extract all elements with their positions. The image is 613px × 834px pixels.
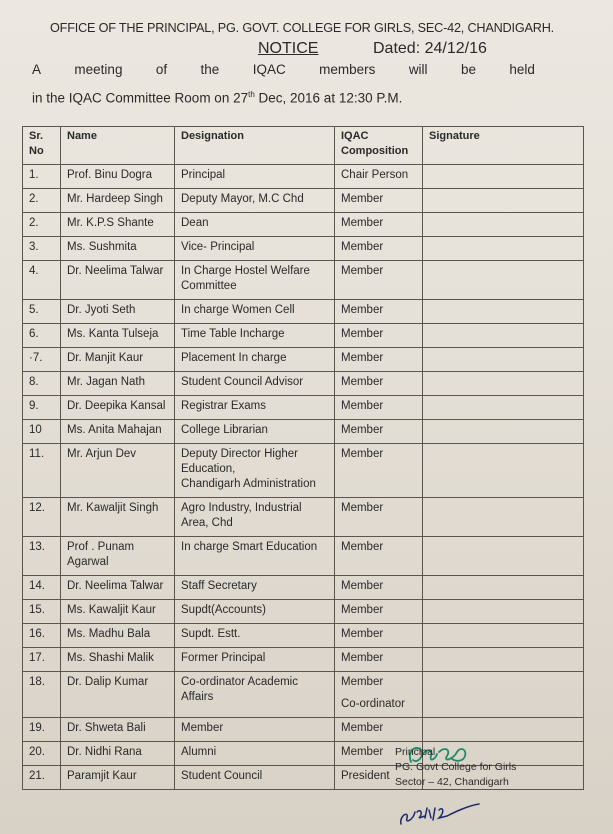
table-row	[23, 648, 584, 672]
table-row	[23, 576, 584, 600]
cell-signature[interactable]	[423, 261, 584, 300]
composition-text: Member	[341, 604, 384, 616]
designation-text: Vice- Principal	[181, 241, 255, 253]
designation-text: Time Table Incharge	[181, 328, 285, 340]
cell-signature[interactable]	[423, 396, 584, 420]
meeting-word: will	[408, 62, 428, 77]
cell-sr-no: 19.	[23, 718, 61, 742]
header-designation: Designation	[175, 127, 335, 165]
cell-iqac-composition	[335, 498, 423, 537]
designation-text: Student Council	[181, 770, 263, 782]
cell-sr-no: 10	[23, 420, 61, 444]
cell-iqac-composition	[335, 624, 423, 648]
designation-text: In charge Women Cell	[181, 304, 295, 316]
cell-sr-no: 8.	[23, 372, 61, 396]
cell-sr-no: 6.	[23, 324, 61, 348]
designation-text: Deputy Director Higher Education,	[181, 448, 298, 475]
table-row	[23, 444, 584, 498]
designation-text: In charge Smart Education	[181, 541, 318, 553]
cell-sr-no: 1.	[23, 165, 61, 189]
cell-iqac-composition	[335, 189, 423, 213]
composition-text: Member	[341, 265, 384, 277]
cell-designation	[175, 324, 335, 348]
cell-signature[interactable]	[423, 372, 584, 396]
table-row	[23, 261, 584, 300]
table-header-row	[23, 127, 584, 165]
cell-name: Dr. Nidhi Rana	[61, 742, 175, 766]
cell-sr-no: 5.	[23, 300, 61, 324]
cell-sr-no: 4.	[23, 261, 61, 300]
cell-designation	[175, 237, 335, 261]
cell-name: Dr. Neelima Talwar	[61, 261, 175, 300]
cell-iqac-composition	[335, 165, 423, 189]
cell-name: Ms. Sushmita	[61, 237, 175, 261]
cell-sr-no: 2.	[23, 213, 61, 237]
cell-iqac-composition	[335, 396, 423, 420]
composition-text: Member	[341, 304, 384, 316]
meeting-word: held	[509, 62, 535, 77]
composition-text: Member	[341, 193, 384, 205]
meeting-text-suffix: Dec, 2016 at 12:30 P.M.	[254, 90, 403, 106]
composition-text: Member	[341, 376, 384, 388]
table-row	[23, 213, 584, 237]
cell-designation	[175, 742, 335, 766]
cell-signature[interactable]	[423, 600, 584, 624]
table-row	[23, 300, 584, 324]
meeting-word: members	[319, 62, 376, 77]
cell-name: Dr. Deepika Kansal	[61, 396, 175, 420]
cell-sr-no: 21.	[23, 766, 61, 790]
cell-signature[interactable]	[423, 324, 584, 348]
cell-signature[interactable]	[423, 348, 584, 372]
cell-sr-no: 3.	[23, 237, 61, 261]
cell-name: Mr. Hardeep Singh	[61, 189, 175, 213]
cell-signature[interactable]	[423, 718, 584, 742]
cell-sr-no: 12.	[23, 498, 61, 537]
cell-name: Mr. Arjun Dev	[61, 444, 175, 498]
cell-designation	[175, 498, 335, 537]
designation-text: Former Principal	[181, 652, 266, 664]
cell-signature[interactable]	[423, 648, 584, 672]
cell-name: Ms. Kawaljit Kaur	[61, 600, 175, 624]
cell-signature[interactable]	[423, 165, 584, 189]
table-row	[23, 189, 584, 213]
handwritten-date-icon	[395, 800, 485, 828]
table-row	[23, 624, 584, 648]
cell-designation	[175, 420, 335, 444]
meeting-date-suffix: th	[248, 90, 255, 99]
cell-name: Paramjit Kaur	[61, 766, 175, 790]
cell-iqac-composition	[335, 324, 423, 348]
cell-iqac-composition	[335, 672, 423, 718]
cell-designation	[175, 348, 335, 372]
composition-text: Member	[341, 722, 384, 734]
cell-sr-no: 13.	[23, 537, 61, 576]
composition-text: Member	[341, 241, 384, 253]
header-name: Name	[61, 127, 175, 165]
table-row	[23, 165, 584, 189]
composition-text-line2: Co-ordinator	[341, 698, 405, 710]
cell-designation	[175, 189, 335, 213]
cell-signature[interactable]	[423, 672, 584, 718]
designation-text: Dean	[181, 217, 209, 229]
composition-text: Member	[341, 652, 384, 664]
signatory-address: Sector – 42, Chandigarh	[395, 776, 509, 788]
designation-text: Registrar Exams	[181, 400, 266, 412]
cell-designation	[175, 372, 335, 396]
designation-text: Staff Secretary	[181, 580, 257, 592]
composition-text: Member	[341, 448, 384, 460]
cell-iqac-composition	[335, 648, 423, 672]
cell-sr-no: 9.	[23, 396, 61, 420]
cell-name: Prof. Binu Dogra	[61, 165, 175, 189]
table-row	[23, 600, 584, 624]
signatory-title: Principal	[395, 746, 436, 758]
designation-text: Member	[181, 722, 224, 734]
cell-name: Ms. Anita Mahajan	[61, 420, 175, 444]
table-row	[23, 537, 584, 576]
cell-iqac-composition	[335, 213, 423, 237]
cell-designation	[175, 766, 335, 790]
table-row	[23, 324, 584, 348]
cell-signature[interactable]	[423, 420, 584, 444]
cell-name: Dr. Dalip Kumar	[61, 672, 175, 718]
designation-text-line2: Chandigarh Administration	[181, 478, 316, 490]
cell-iqac-composition	[335, 237, 423, 261]
composition-text: Member	[341, 746, 384, 758]
composition-text: Member	[341, 352, 384, 364]
cell-designation	[175, 537, 335, 576]
header-sr-no: Sr. No	[23, 127, 61, 165]
composition-text: Member	[341, 328, 384, 340]
cell-iqac-composition	[335, 348, 423, 372]
cell-sr-no: 2.	[23, 189, 61, 213]
cell-designation	[175, 261, 335, 300]
cell-sr-no: 18.	[23, 672, 61, 718]
cell-designation	[175, 213, 335, 237]
cell-sr-no: 14.	[23, 576, 61, 600]
designation-text: Principal	[181, 169, 226, 181]
table-row	[23, 237, 584, 261]
cell-name: Dr. Neelima Talwar	[61, 576, 175, 600]
cell-iqac-composition	[335, 718, 423, 742]
cell-designation	[175, 648, 335, 672]
signatory-college: PG. Govt College for Girls	[395, 761, 517, 773]
cell-sr-no: ·7.	[23, 348, 61, 372]
meeting-word: of	[155, 62, 168, 77]
designation-text: Alumni	[181, 746, 217, 758]
cell-designation	[175, 600, 335, 624]
cell-name: Mr. K.P.S Shante	[61, 213, 175, 237]
composition-text: Member	[341, 217, 384, 229]
cell-iqac-composition	[335, 600, 423, 624]
cell-signature[interactable]	[423, 300, 584, 324]
cell-iqac-composition	[335, 372, 423, 396]
cell-iqac-composition	[335, 537, 423, 576]
meeting-word: IQAC	[252, 62, 286, 77]
composition-text: Member	[341, 400, 384, 412]
cell-signature[interactable]	[423, 237, 584, 261]
designation-text: Deputy Mayor, M.C Chd	[181, 193, 304, 205]
table-row	[23, 396, 584, 420]
meeting-word: the	[200, 62, 220, 77]
cell-designation	[175, 576, 335, 600]
cell-name: Dr. Manjit Kaur	[61, 348, 175, 372]
cell-signature[interactable]	[423, 444, 584, 498]
cell-designation	[175, 672, 335, 718]
cell-name: Mr. Jagan Nath	[61, 372, 175, 396]
meeting-text-prefix: in the IQAC Committee Room on 27	[32, 90, 249, 106]
cell-name: Ms. Shashi Malik	[61, 648, 175, 672]
cell-designation	[175, 444, 335, 498]
table-row	[23, 348, 584, 372]
meeting-word: be	[460, 62, 476, 77]
cell-name: Ms. Madhu Bala	[61, 624, 175, 648]
composition-text: Member	[341, 541, 384, 553]
header-signature: Signature	[423, 127, 584, 165]
meeting-word: meeting	[74, 62, 123, 77]
members-table	[22, 126, 584, 790]
cell-iqac-composition	[335, 420, 423, 444]
table-row	[23, 420, 584, 444]
cell-designation	[175, 396, 335, 420]
header-iqac-composition: IQAC Composition	[335, 127, 423, 165]
cell-signature[interactable]	[423, 213, 584, 237]
designation-text: Co-ordinator Academic Affairs	[181, 676, 298, 703]
cell-designation	[175, 624, 335, 648]
cell-name: Dr. Jyoti Seth	[61, 300, 175, 324]
cell-signature[interactable]	[423, 498, 584, 537]
composition-text: Member	[341, 580, 384, 592]
notice-title: NOTICE	[258, 40, 319, 57]
signature-block	[395, 745, 516, 790]
designation-text: In Charge Hostel Welfare Committee	[181, 265, 310, 292]
table-row	[23, 498, 584, 537]
cell-designation	[175, 718, 335, 742]
cell-name: Dr. Shweta Bali	[61, 718, 175, 742]
cell-sr-no: 11.	[23, 444, 61, 498]
table-row	[23, 672, 584, 718]
table-row	[23, 372, 584, 396]
cell-iqac-composition	[335, 261, 423, 300]
designation-text: Supdt(Accounts)	[181, 604, 267, 616]
cell-designation	[175, 300, 335, 324]
meeting-line-2	[32, 90, 402, 106]
meeting-word: A	[32, 62, 42, 77]
office-heading: OFFICE OF THE PRINCIPAL, PG. GOVT. COLLEGE FOR GIRLS, SEC-42, CHANDIGARH.	[50, 20, 554, 35]
meeting-line-1	[32, 62, 535, 77]
designation-text: College Librarian	[181, 424, 268, 436]
cell-sr-no: 16.	[23, 624, 61, 648]
cell-signature[interactable]	[423, 189, 584, 213]
composition-text: Member	[341, 628, 384, 640]
cell-sr-no: 20.	[23, 742, 61, 766]
cell-signature[interactable]	[423, 537, 584, 576]
designation-text: Placement In charge	[181, 352, 287, 364]
notice-date: Dated: 24/12/16	[373, 40, 487, 57]
cell-name: Mr. Kawaljit Singh	[61, 498, 175, 537]
designation-text: Student Council Advisor	[181, 376, 304, 388]
composition-text: President	[341, 770, 390, 782]
notice-title-wrapper	[258, 40, 318, 58]
composition-text: Member	[341, 676, 384, 688]
designation-text: Agro Industry, Industrial Area, Chd	[181, 502, 302, 529]
table-row	[23, 718, 584, 742]
cell-iqac-composition	[335, 300, 423, 324]
composition-text: Member	[341, 502, 384, 514]
cell-name: Prof . Punam Agarwal	[61, 537, 175, 576]
composition-text: Chair Person	[341, 169, 409, 181]
designation-text: Supdt. Estt.	[181, 628, 241, 640]
composition-text: Member	[341, 424, 384, 436]
cell-designation	[175, 165, 335, 189]
cell-sr-no: 17.	[23, 648, 61, 672]
cell-signature[interactable]	[423, 576, 584, 600]
cell-iqac-composition	[335, 444, 423, 498]
cell-name: Ms. Kanta Tulseja	[61, 324, 175, 348]
cell-sr-no: 15.	[23, 600, 61, 624]
cell-iqac-composition	[335, 576, 423, 600]
cell-signature[interactable]	[423, 624, 584, 648]
